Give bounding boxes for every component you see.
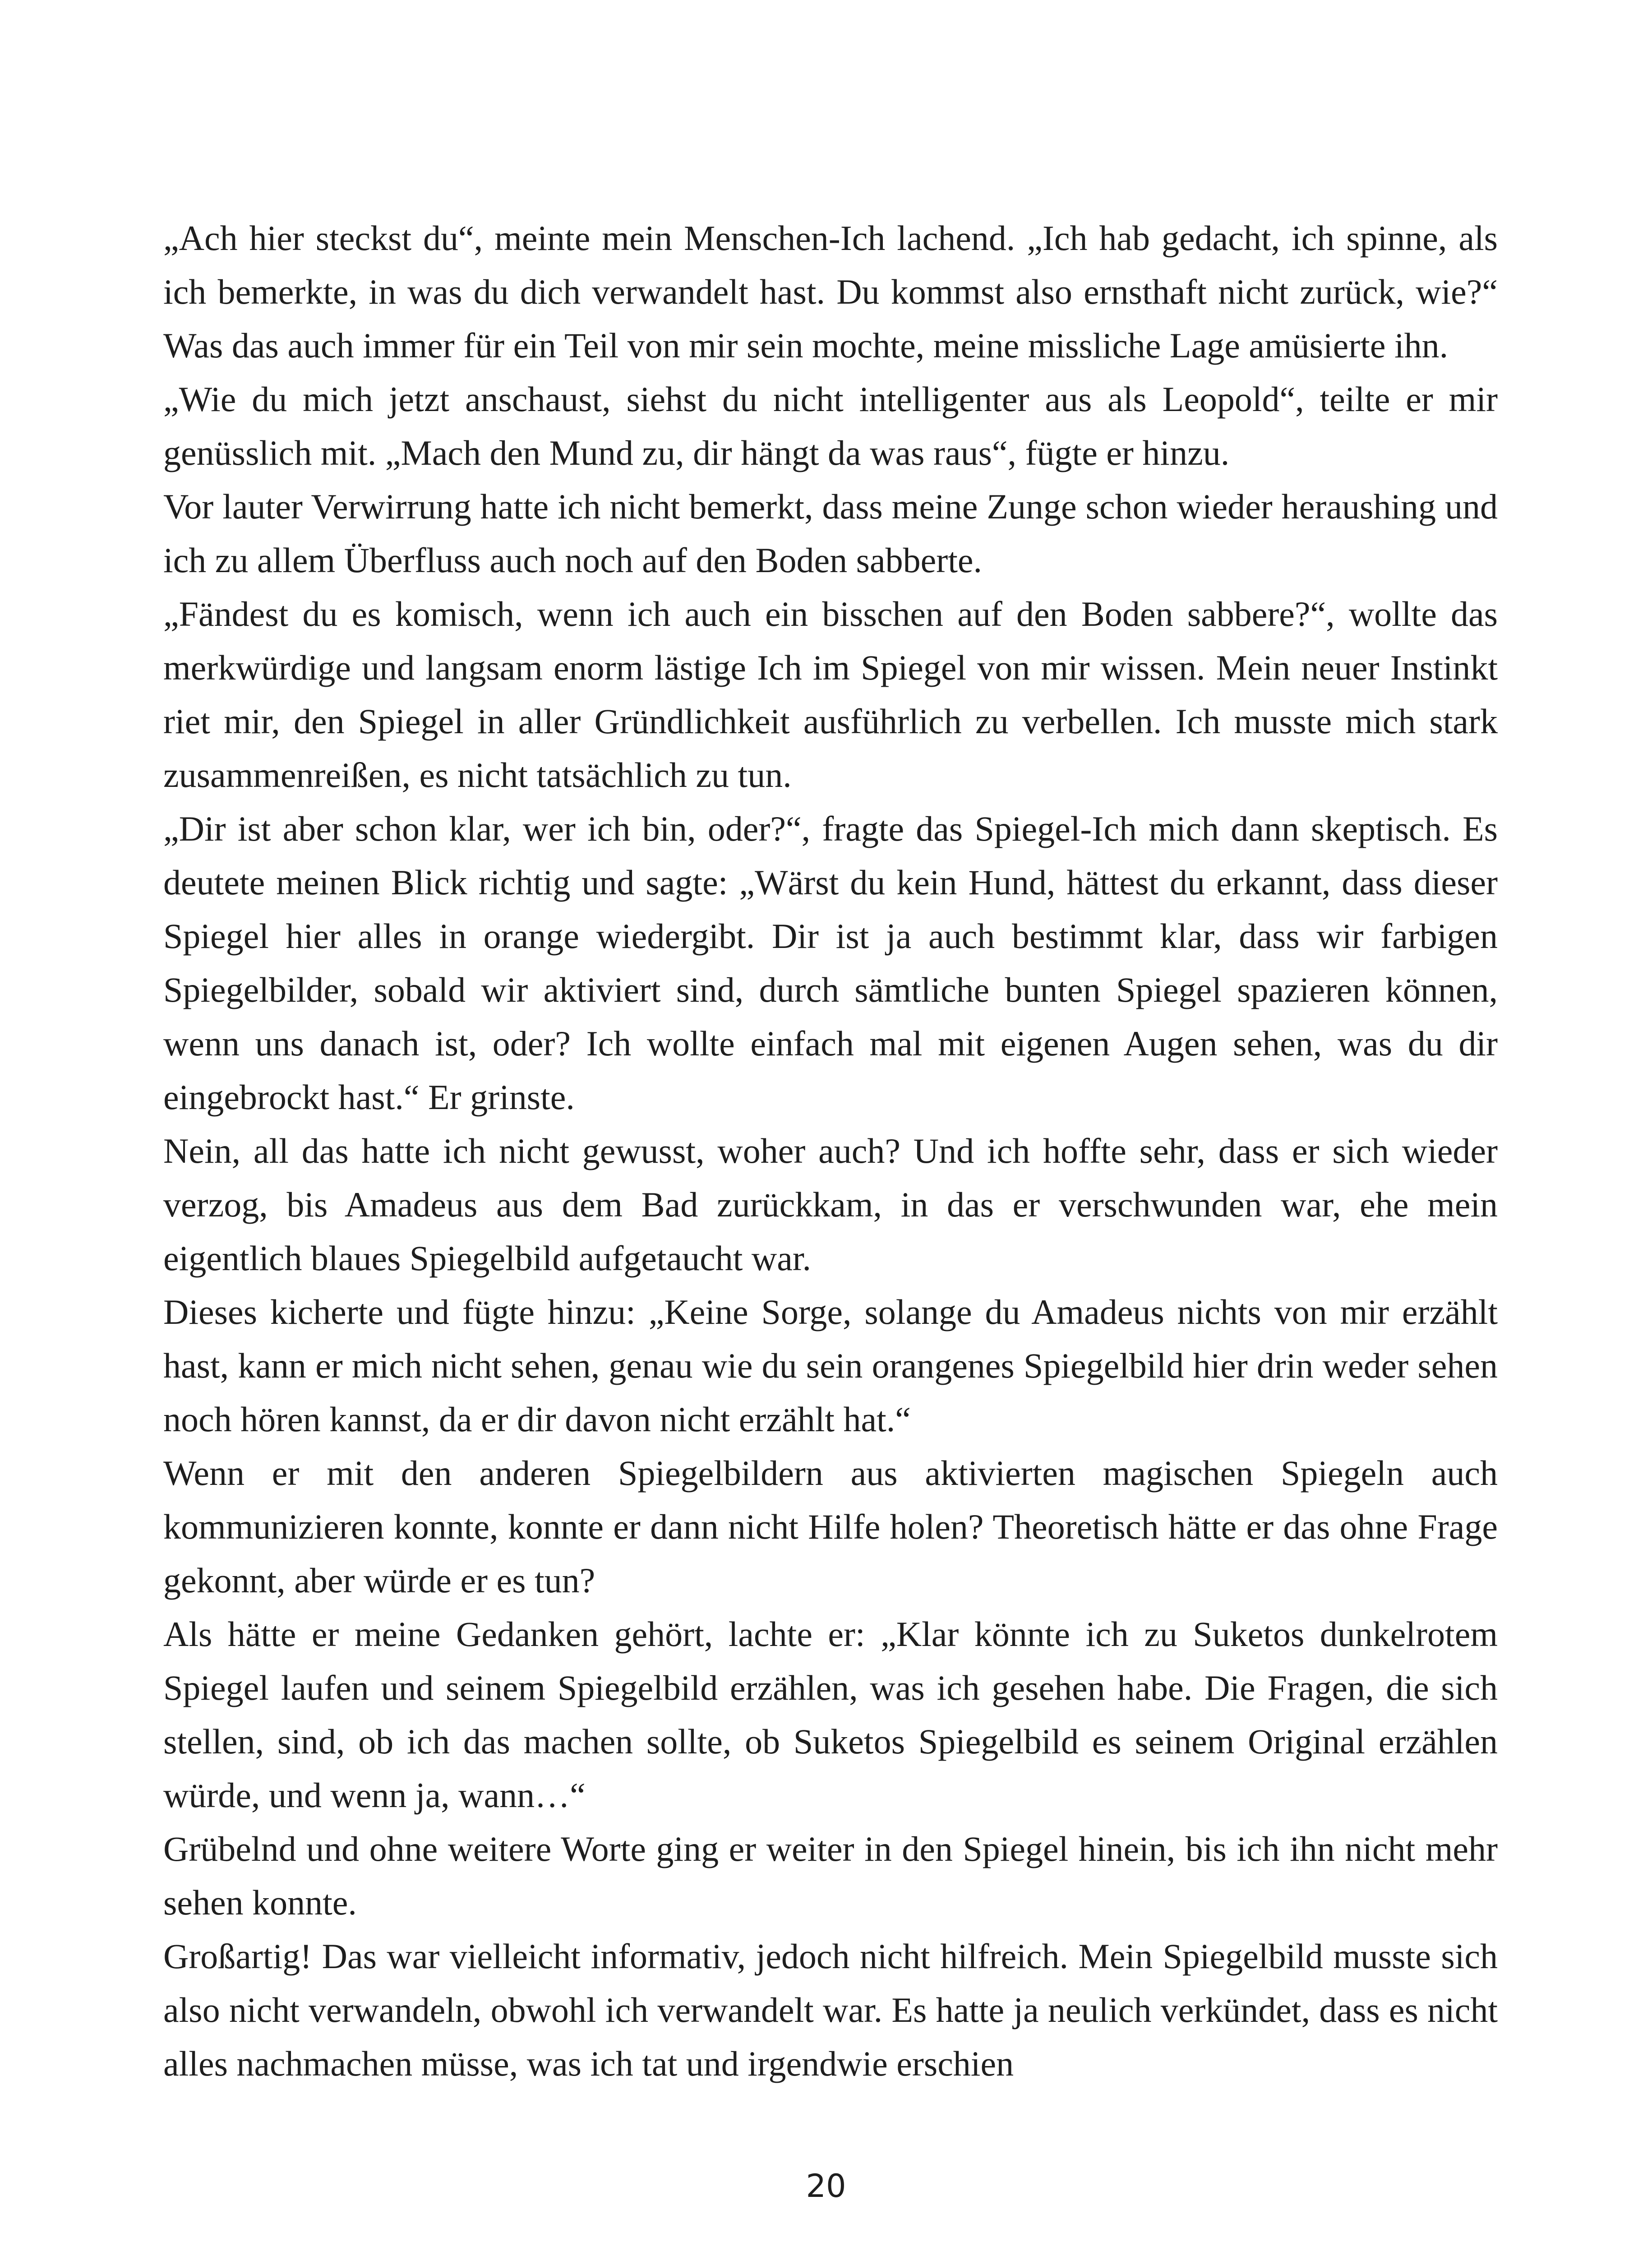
paragraph-6: Nein, all das hatte ich nicht gewusst, woher auch? Und ich hoffte sehr, dass er sich wieder verzog, bis Amadeus aus dem Bad zurückkam, in das er verschwunden war, ehe mein eigentlich blaues Spiegelbild aufgetaucht war. [163, 1131, 1498, 1278]
paragraph-9: Als hätte er meine Gedanken gehört, lachte er: „Klar könnte ich zu Suketos dunkelrotem Spiegel laufen und seinem Spiegelbild erzählen, was ich gesehen habe. Die Fragen, die sich stellen, sind, ob ich das machen sollte, ob Suketos Spiegelbild es seinem Original erzählen würde, und wenn ja, wann…“ [163, 1614, 1498, 1815]
paragraph-8: Wenn er mit den anderen Spiegelbildern aus aktivierten magischen Spiegeln auch kommunizieren konnte, konnte er dann nicht Hilfe holen? Theoretisch hätte er das ohne Frage gekonnt, aber würde er es tun? [163, 1453, 1498, 1600]
paragraph-2: „Wie du mich jetzt anschaust, siehst du nicht intelligenter aus als Leopold“, teilte er mir genüsslich mit. „Mach den Mund zu, dir hängt da was raus“, fügte er hinzu. [163, 379, 1498, 472]
paragraph-7: Dieses kicherte und fügte hinzu: „Keine Sorge, solange du Amadeus nichts von mir erzählt hast, kann er mich nicht sehen, genau wie du sein orangenes Spiegelbild hier drin weder sehen noch hören kannst, da er dir davon nicht erzählt hat.“ [163, 1292, 1498, 1439]
paragraph-10: Grübelnd und ohne weitere Worte ging er weiter in den Spiegel hinein, bis ich ihn nicht mehr sehen konnte. [163, 1829, 1498, 1922]
page-number: 20 [806, 2168, 846, 2205]
paragraph-3: Vor lauter Verwirrung hatte ich nicht bemerkt, dass meine Zunge schon wieder heraushing und ich zu allem Überfluss auch noch auf den Boden sabberte. [163, 487, 1498, 580]
body-text [163, 211, 1498, 2090]
paragraph-11: Großartig! Das war vielleicht informativ, jedoch nicht hilfreich. Mein Spiegelbild musste sich also nicht verwandeln, obwohl ich verwandelt war. Es hatte ja neulich verkündet, dass es nicht alles nachmachen müsse, was ich tat und irgendwie erschien [163, 1937, 1498, 2083]
paragraph-1: „Ach hier steckst du“, meinte mein Menschen-Ich lachend. „Ich hab gedacht, ich spinne, als ich bemerkte, in was du dich verwandelt hast. Du kommst also ernsthaft nicht zurück, wie?“ Was das auch immer für ein Teil von mir sein mochte, meine missliche Lage amüsierte ihn. [163, 218, 1498, 365]
paragraph-5: „Dir ist aber schon klar, wer ich bin, oder?“, fragte das Spiegel-Ich mich dann skeptisch. Es deutete meinen Blick richtig und sagte: „Wärst du kein Hund, hättest du erkannt, dass dieser Spiegel hier alles in orange wiedergibt. Dir ist ja auch bestimmt klar, dass wir farbigen Spiegelbilder, sobald wir aktiviert sind, durch sämtliche bunten Spiegel spazieren können, wenn uns danach ist, oder? Ich wollte einfach mal mit eigenen Augen sehen, was du dir eingebrockt hast.“ Er grinste. [163, 809, 1498, 1117]
paragraph-4: „Fändest du es komisch, wenn ich auch ein bisschen auf den Boden sabbere?“, wollte das merkwürdige und langsam enorm lästige Ich im Spiegel von mir wissen. Mein neuer Instinkt riet mir, den Spiegel in aller Gründlichkeit ausführlich zu verbellen. Ich musste mich stark zusammenreißen, es nicht tatsächlich zu tun. [163, 594, 1498, 795]
